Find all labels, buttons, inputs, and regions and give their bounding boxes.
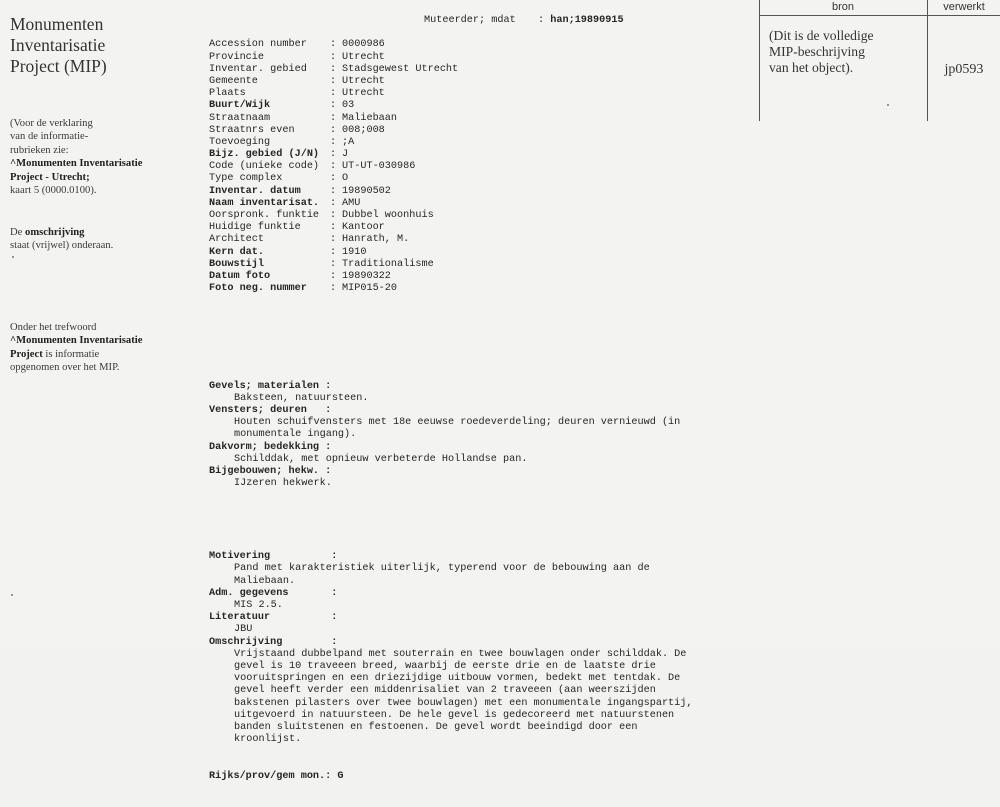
field-label: Datum foto xyxy=(209,270,271,282)
field-value: 0000986 xyxy=(342,39,385,51)
note-link[interactable] xyxy=(10,334,180,347)
field-label: Toevoeging xyxy=(209,136,271,148)
bron-line: van het object). xyxy=(769,60,854,75)
field-value: Traditionalisme xyxy=(342,258,434,270)
section-body-line: banden sluitstenen en festoenen. De gevel wordt beeindigd door een xyxy=(234,721,638,733)
field-label: Oorspronk. funktie xyxy=(209,210,320,222)
field-label: Accession number xyxy=(209,39,307,51)
field-label: Gemeente xyxy=(209,75,258,87)
field-value: J xyxy=(342,149,349,161)
sidebar-note-description xyxy=(10,226,180,253)
bron-line: MIP-beschrijving xyxy=(769,44,865,59)
record-field-row xyxy=(209,52,749,64)
section-body-line: monumentale ingang). xyxy=(234,429,357,441)
field-label: Straatnrs even xyxy=(209,124,295,136)
sidebar-note-explanation xyxy=(10,117,180,197)
sidebar-title xyxy=(10,14,180,77)
field-colon: : xyxy=(330,136,337,148)
field-colon: : xyxy=(330,112,337,124)
source-table xyxy=(759,0,1000,121)
field-value: Hanrath, M. xyxy=(342,234,410,246)
section-body-line: gevel is 10 traveeen breed, waarbij de eerste drie en de laatste drie xyxy=(234,660,656,672)
field-colon: : xyxy=(330,222,337,234)
note-line: Onder het trefwoord xyxy=(10,322,97,333)
note-line: van de informatie- xyxy=(10,131,89,143)
field-value: Maliebaan xyxy=(342,112,398,124)
field-value: 008;008 xyxy=(342,124,385,136)
field-label: Bijz. gebied (J/N) xyxy=(209,149,320,161)
note-text: De xyxy=(10,227,26,238)
record-field-row xyxy=(209,137,749,149)
sidebar-title-line: Inventarisatie xyxy=(10,35,106,55)
record-field-row xyxy=(209,234,749,246)
section-body-line: MIS 2.5. xyxy=(234,599,283,611)
field-colon: : xyxy=(330,51,337,63)
field-colon: : xyxy=(330,161,337,173)
record-field-row xyxy=(209,247,749,259)
field-colon: : xyxy=(330,258,337,270)
section-heading: Dakvorm; bedekking : xyxy=(209,441,332,453)
section-body-line: Schilddak, met opnieuw verbeterde Hollandse pan. xyxy=(234,453,528,465)
record-field-row xyxy=(209,76,749,88)
muteerder-value: han;19890915 xyxy=(550,15,624,26)
field-colon: : xyxy=(330,283,337,295)
section-heading: Omschrijving : xyxy=(209,636,338,648)
muteerder-label: Muteerder; mdat xyxy=(424,15,516,26)
bron-line: (Dit is de volledige xyxy=(769,28,874,43)
scan-speck xyxy=(11,594,13,596)
table-divider xyxy=(759,0,760,121)
verwerkt-cell: jp0593 xyxy=(944,62,984,77)
section-heading: Literatuur : xyxy=(209,612,338,624)
field-label: Buurt/Wijk xyxy=(209,100,271,112)
field-colon: : xyxy=(330,149,337,161)
section-body-line: vooruitspringen en een driezijdige uitbouw vormen, bedekt met tentdak. De xyxy=(234,673,681,685)
field-label: Inventar. gebied xyxy=(209,63,307,75)
field-colon: : xyxy=(330,100,337,112)
sidebar-note-keyword xyxy=(10,321,180,375)
bron-cell xyxy=(769,28,919,76)
record-field-row xyxy=(209,173,749,185)
field-colon: : xyxy=(330,210,337,222)
section-body-line: gevel heeft verder een middenrisaliet van 2 traveeen (aan weerszijden xyxy=(234,685,656,697)
section-heading: Adm. gegevens : xyxy=(209,587,338,599)
field-label: Huidige funktie xyxy=(209,222,301,234)
table-header xyxy=(759,0,1000,16)
note-link[interactable] xyxy=(10,171,180,184)
field-value: Utrecht xyxy=(342,51,385,63)
field-value: UT-UT-030986 xyxy=(342,161,416,173)
note-bold: omschrijving xyxy=(25,227,85,238)
field-colon: : xyxy=(330,234,337,246)
field-value: Dubbel woonhuis xyxy=(342,210,434,222)
field-colon: : xyxy=(330,270,337,282)
field-value: MIP015-20 xyxy=(342,283,398,295)
record-sections-building xyxy=(209,381,749,491)
note-link-text[interactable]: ^Monumenten Inventarisatie xyxy=(10,335,143,347)
section-heading: Motivering : xyxy=(209,551,338,563)
note-text: is informatie xyxy=(42,348,100,360)
record-field-row xyxy=(209,283,749,295)
section-heading: Bijgebouwen; hekw. : xyxy=(209,465,332,477)
note-line: (Voor de verklaring xyxy=(10,118,93,129)
field-label: Kern dat. xyxy=(209,246,265,258)
record-field-row xyxy=(209,198,749,210)
record-field-row xyxy=(209,125,749,137)
field-label: Bouwstijl xyxy=(209,258,265,270)
spacer xyxy=(209,515,749,527)
record-field-row xyxy=(209,210,749,222)
note-line: staat (vrijwel) onderaan. xyxy=(10,240,114,252)
section-heading: Vensters; deuren : xyxy=(209,404,332,416)
record-field-row xyxy=(209,39,749,51)
field-colon: : xyxy=(538,15,551,26)
field-label: Type complex xyxy=(209,173,283,185)
record-field-row xyxy=(209,100,749,112)
section-body-line: kroonlijst. xyxy=(234,734,302,746)
record-footer: Rijks/prov/gem mon.: G xyxy=(209,770,344,782)
record-field-row xyxy=(209,259,749,271)
note-link-text[interactable]: ^Monumenten Inventarisatie xyxy=(10,158,143,170)
record-fields xyxy=(209,39,749,295)
field-value: 19890502 xyxy=(342,185,391,197)
section-body-line: IJzeren hekwerk. xyxy=(234,478,332,490)
section-body-line: Baksteen, natuursteen. xyxy=(234,392,369,404)
sidebar-title-line: Monumenten xyxy=(10,14,104,34)
note-line: opgenomen over het MIP. xyxy=(10,362,120,374)
note-link[interactable] xyxy=(10,157,180,170)
header-verwerkt: verwerkt xyxy=(943,1,985,13)
field-value: 1910 xyxy=(342,246,367,258)
field-label: Straatnaam xyxy=(209,112,271,124)
field-value: 19890322 xyxy=(342,270,391,282)
field-colon: : xyxy=(330,173,337,185)
note-link-text[interactable]: Project - Utrecht; xyxy=(10,171,90,183)
header-bron: bron xyxy=(831,1,855,13)
section-body-line: bakstenen pilasters over twee bouwlagen) met een monumentale ingangspartij, xyxy=(234,697,693,709)
field-label: Naam inventarisat. xyxy=(209,197,320,209)
record-field-row xyxy=(209,113,749,125)
field-value: ;A xyxy=(342,136,355,148)
record-field-row xyxy=(209,161,749,173)
field-colon: : xyxy=(330,39,337,51)
record-field-row xyxy=(209,64,749,76)
field-label: Architect xyxy=(209,234,265,246)
scan-speck xyxy=(12,256,14,258)
record-field-row xyxy=(209,222,749,234)
note-line: rubrieken zie: xyxy=(10,144,69,156)
section-body-line: Pand met karakteristiek uiterlijk, typerend voor de bebouwing aan de xyxy=(234,563,650,575)
sidebar-title-line: Project (MIP) xyxy=(10,56,107,76)
scan-speck xyxy=(887,104,889,106)
section-body-line: Maliebaan. xyxy=(234,575,296,587)
spacer xyxy=(209,344,749,356)
field-colon: : xyxy=(330,88,337,100)
field-label: Code (unieke code) xyxy=(209,161,320,173)
field-value: Utrecht xyxy=(342,88,385,100)
muteerder-field xyxy=(424,15,624,27)
field-colon: : xyxy=(330,124,337,136)
mip-record xyxy=(209,15,749,807)
field-value: Stadsgewest Utrecht xyxy=(342,63,459,75)
field-value: 03 xyxy=(342,100,355,112)
record-field-row xyxy=(209,186,749,198)
record-field-row xyxy=(209,88,749,100)
field-value: O xyxy=(342,173,349,185)
section-heading: Gevels; materialen : xyxy=(209,380,332,392)
note-line xyxy=(10,226,180,239)
field-colon: : xyxy=(330,246,337,258)
note-line: kaart 5 (0000.0100). xyxy=(10,185,97,197)
note-line xyxy=(10,348,180,361)
table-divider xyxy=(927,0,928,121)
field-colon: : xyxy=(330,75,337,87)
field-label: Provincie xyxy=(209,51,265,63)
field-colon: : xyxy=(330,63,337,75)
section-body-line: JBU xyxy=(234,624,253,636)
record-field-row xyxy=(209,149,749,161)
field-colon: : xyxy=(330,185,337,197)
sidebar xyxy=(10,14,180,374)
field-label: Plaats xyxy=(209,88,246,100)
field-colon: : xyxy=(330,197,337,209)
section-body-line: Vrijstaand dubbelpand met souterrain en twee bouwlagen onder schilddak. De xyxy=(234,648,687,660)
section-body-line: uitgevoerd in natuursteen. De hele gevel is gedecoreerd met natuurstenen xyxy=(234,709,675,721)
field-value: Utrecht xyxy=(342,75,385,87)
record-field-row xyxy=(209,271,749,283)
field-label: Foto neg. nummer xyxy=(209,283,307,295)
field-value: AMU xyxy=(342,197,361,209)
field-value: Kantoor xyxy=(342,222,385,234)
field-label: Inventar. datum xyxy=(209,185,301,197)
section-body-line: Houten schuifvensters met 18e eeuwse roedeverdeling; deuren vernieuwd (in xyxy=(234,417,681,429)
note-link-text[interactable]: Project xyxy=(10,348,43,360)
